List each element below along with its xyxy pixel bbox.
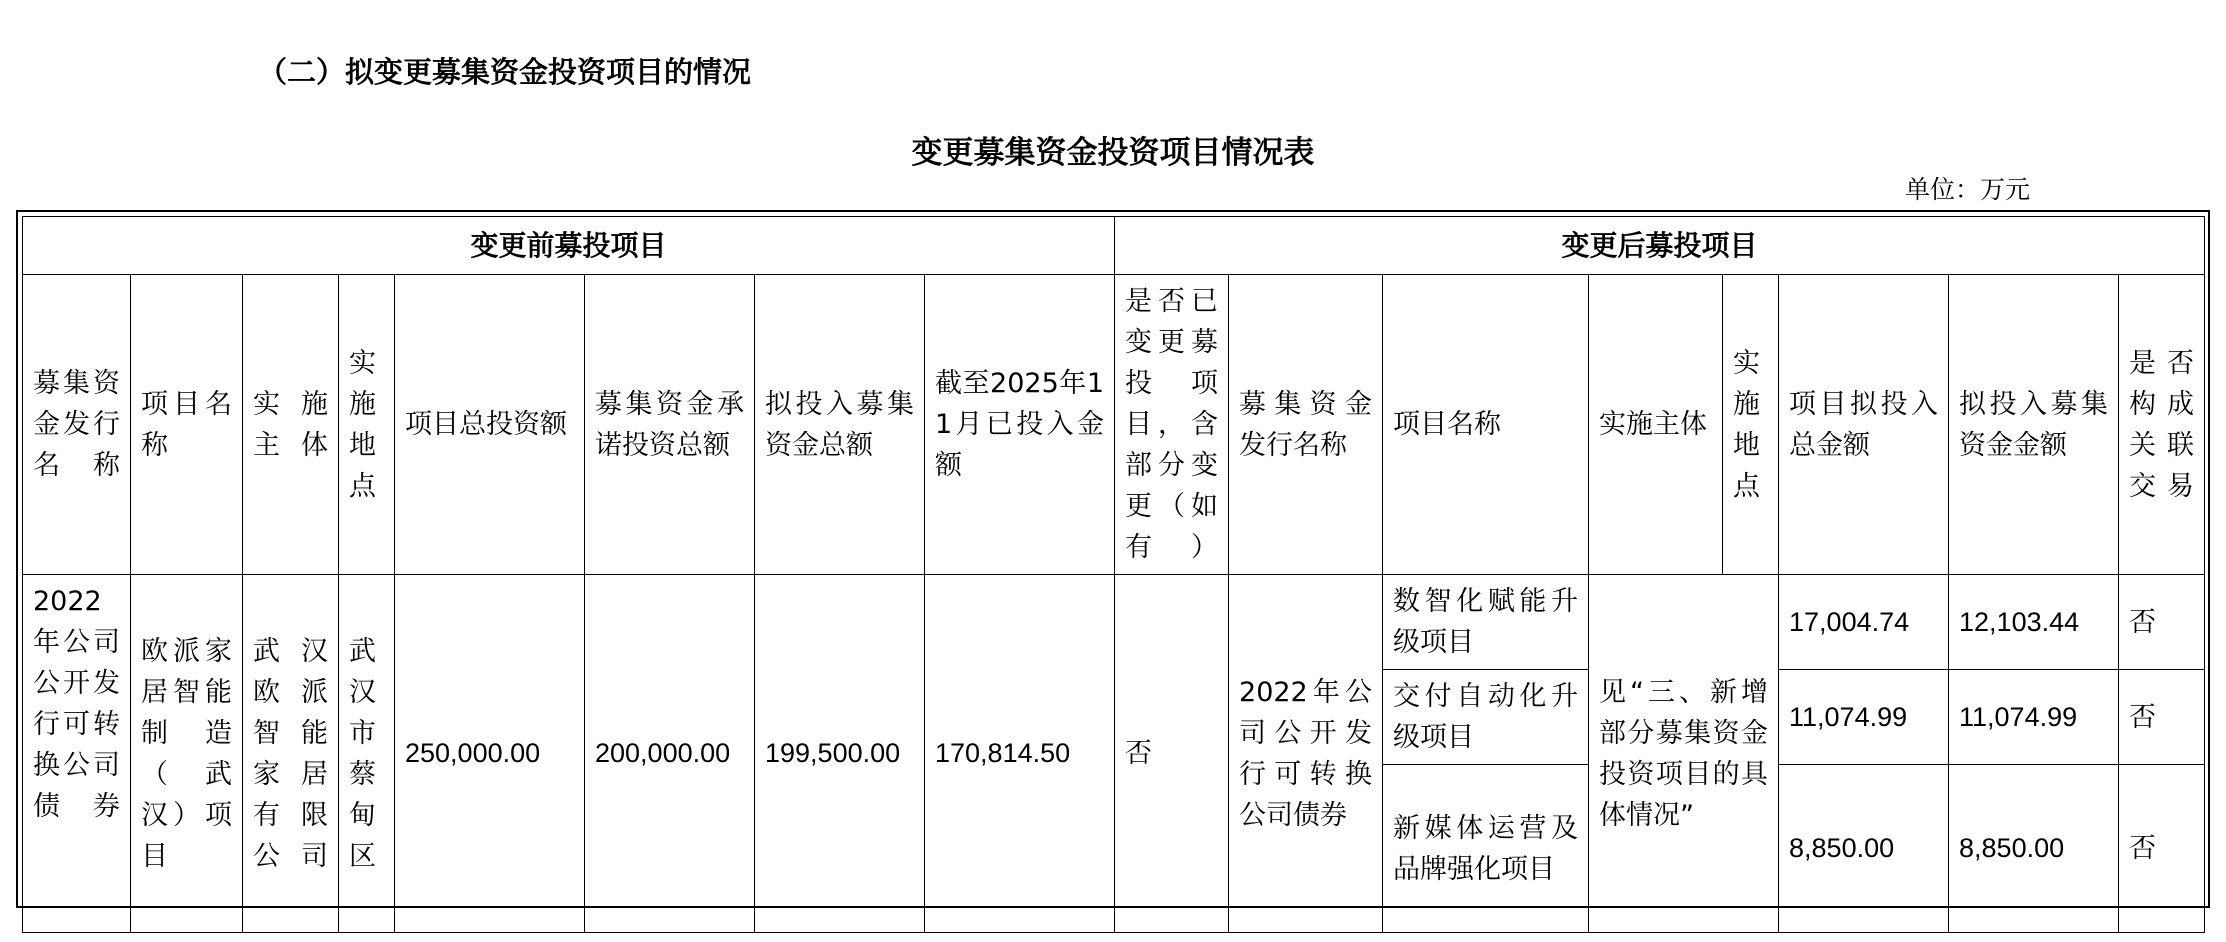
header-new-entity: 实施主体 — [1589, 275, 1723, 575]
cell-new-project-name: 交付自动化升级项目 — [1383, 670, 1589, 765]
group-before-header: 变更前募投项目 — [23, 217, 1115, 275]
cell-entity: 武汉欧派智能家居有限公司 — [243, 575, 339, 933]
cell-new-planned: 8,850.00 — [1949, 765, 2119, 933]
cell-related: 否 — [2119, 575, 2205, 670]
header-location: 实施地点 — [339, 275, 395, 575]
header-related: 是否构成关联交易 — [2119, 275, 2205, 575]
header-planned: 拟投入募集资金总额 — [755, 275, 925, 575]
cell-invested-to-date: 170,814.50 — [925, 575, 1115, 933]
header-changed: 是否已变更募投项目，含部分变更（如有） — [1115, 275, 1229, 575]
cell-location: 武汉市蔡甸区 — [339, 575, 395, 933]
cell-new-planned: 12,103.44 — [1949, 575, 2119, 670]
header-new-planned: 拟投入募集资金金额 — [1949, 275, 2119, 575]
cell-changed: 否 — [1115, 575, 1229, 933]
cell-related: 否 — [2119, 670, 2205, 765]
header-issue-name: 募集资金发行名称 — [23, 275, 131, 575]
header-new-issue-name: 募集资金发行名称 — [1229, 275, 1383, 575]
group-header-row — [23, 217, 2205, 275]
table-title: 变更募集资金投资项目情况表 — [911, 135, 1315, 171]
cell-issue-name: 2022年公司公开发行可转换公司债券 — [23, 575, 131, 933]
table-frame — [16, 210, 2210, 908]
cell-new-entity-location: 见“三、新增部分募集资金投资项目的具体情况” — [1589, 575, 1779, 933]
cell-new-total: 11,074.99 — [1779, 670, 1949, 765]
unit-label: 单位：万元 — [1905, 175, 2031, 204]
cell-planned: 199,500.00 — [755, 575, 925, 933]
column-header-row — [23, 275, 2205, 575]
header-new-location: 实施地点 — [1723, 275, 1779, 575]
cell-total-investment: 250,000.00 — [395, 575, 585, 933]
cell-new-planned: 11,074.99 — [1949, 670, 2119, 765]
project-change-table — [22, 216, 2205, 933]
section-heading: （二）拟变更募集资金投资项目的情况 — [258, 55, 752, 89]
group-after-header: 变更后募投项目 — [1115, 217, 2205, 275]
header-committed: 募集资金承诺投资总额 — [585, 275, 755, 575]
cell-new-issue-name: 2022年公司公开发行可转换公司债券 — [1229, 575, 1383, 933]
cell-new-project-name: 新媒体运营及品牌强化项目 — [1383, 765, 1589, 933]
cell-related: 否 — [2119, 765, 2205, 933]
header-invested-to-date: 截至2025年11月已投入金额 — [925, 275, 1115, 575]
cell-new-total: 8,850.00 — [1779, 765, 1949, 933]
header-total-investment: 项目总投资额 — [395, 275, 585, 575]
cell-project-name: 欧派家居智能制造（武汉）项目 — [131, 575, 243, 933]
header-new-project-name: 项目名称 — [1383, 275, 1589, 575]
header-project-name: 项目名称 — [131, 275, 243, 575]
cell-new-total: 17,004.74 — [1779, 575, 1949, 670]
cell-committed: 200,000.00 — [585, 575, 755, 933]
table-row — [23, 575, 2205, 670]
header-new-total: 项目拟投入总金额 — [1779, 275, 1949, 575]
header-entity: 实施主体 — [243, 275, 339, 575]
cell-new-project-name: 数智化赋能升级项目 — [1383, 575, 1589, 670]
